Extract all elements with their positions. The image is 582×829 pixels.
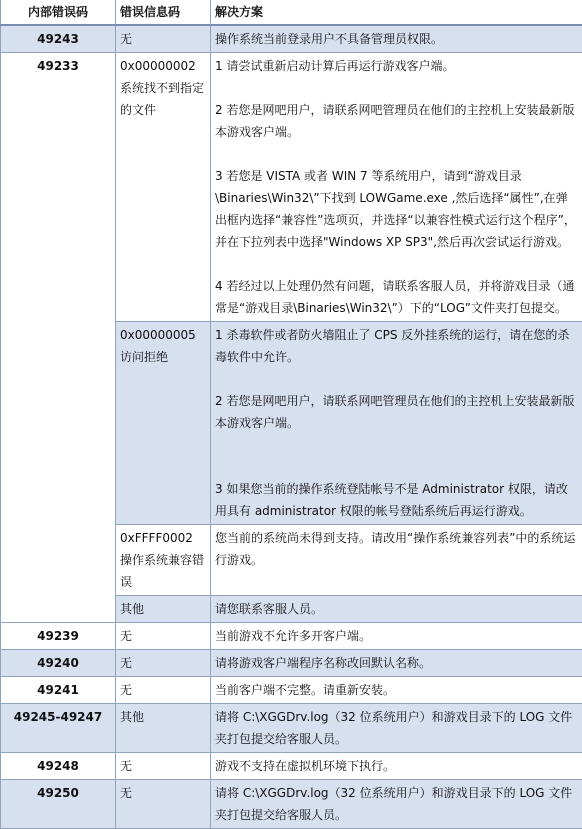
error-info: 无: [116, 25, 211, 53]
table-row: [1, 704, 582, 753]
solution: 请将 C:\XGGDrv.log（32 位系统用户）和游戏目录下的 LOG 文件夹打包提交给客服人员。: [211, 704, 582, 753]
error-info: 其他: [116, 704, 211, 753]
solution: [211, 53, 582, 322]
solution: 您当前的系统尚未得到支持。请改用“操作系统兼容列表”中的系统运行游戏。: [211, 525, 582, 596]
blank-line: [215, 434, 578, 456]
error-info: 其他: [116, 596, 211, 623]
solution-step: 4 若经过以上处理仍然有问题，请联系客服人员，并将游戏目录（通常是“游戏目录\Binaries\Win32\”）下的“LOG”文件夹打包提交。: [215, 275, 578, 319]
header-solution: 解决方案: [211, 0, 582, 25]
internal-code: 49245-49247: [1, 704, 116, 753]
header-error-info-code: 错误信息码: [116, 0, 211, 25]
solution: 请您联系客服人员。: [211, 596, 582, 623]
solution-step: 1 杀毒软件或者防火墙阻止了 CPS 反外挂系统的运行，请在您的杀毒软件中允许。: [215, 324, 578, 368]
solution: 操作系统当前登录用户不具备管理员权限。: [211, 25, 582, 53]
table-row: [1, 650, 582, 677]
internal-code: 49233: [1, 53, 116, 623]
header-row: [1, 0, 582, 25]
blank-line: [215, 253, 578, 275]
solution: [211, 322, 582, 525]
error-info: 无: [116, 780, 211, 829]
internal-code: 49248: [1, 753, 116, 780]
error-info: 无: [116, 753, 211, 780]
solution: 当前客户端不完整。请重新安装。: [211, 677, 582, 704]
table-row: [1, 623, 582, 650]
internal-code: 49240: [1, 650, 116, 677]
internal-code: 49241: [1, 677, 116, 704]
error-info: 0x00000002 系统找不到指定的文件: [116, 53, 211, 322]
solution-step: 3 若您是 VISTA 或者 WIN 7 等系统用户，请到“游戏目录\Binaries\Win32\”下找到 LOWGame.exe ,然后选择“属性”,在弹出框内选择“兼容性”选项页，并选择“以兼容性模式运行这个程序”，并在下拉列表中选择"Windows XP SP3",然后再次尝试运行游戏。: [215, 165, 578, 253]
table-row: [1, 25, 582, 53]
internal-code: 49250: [1, 780, 116, 829]
table-row: [1, 53, 582, 322]
error-info: 无: [116, 623, 211, 650]
blank-line: [215, 456, 578, 478]
error-info: 0x00000005 访问拒绝: [116, 322, 211, 525]
blank-line: [215, 143, 578, 165]
solution: 游戏不支持在虚拟机环境下执行。: [211, 753, 582, 780]
internal-code: 49243: [1, 25, 116, 53]
solution-step: 3 如果您当前的操作系统登陆帐号不是 Administrator 权限，请改用具有 administrator 权限的帐号登陆系统后再运行游戏。: [215, 478, 578, 522]
header-internal-code: 内部错误码: [1, 0, 116, 25]
solution-step: 1 请尝试重新启动计算后再运行游戏客户端。: [215, 55, 578, 77]
solution-step: 2 若您是网吧用户，请联系网吧管理员在他们的主控机上安装最新版本游戏客户端。: [215, 99, 578, 143]
solution: 请将游戏客户端程序名称改回默认名称。: [211, 650, 582, 677]
solution: 当前游戏不允许多开客户端。: [211, 623, 582, 650]
table-row: [1, 780, 582, 829]
solution-step: 2 若您是网吧用户，请联系网吧管理员在他们的主控机上安装最新版本游戏客户端。: [215, 390, 578, 434]
table-row: [1, 753, 582, 780]
blank-line: [215, 77, 578, 99]
error-info: 无: [116, 677, 211, 704]
error-info: 无: [116, 650, 211, 677]
table-row: [1, 677, 582, 704]
solution: 请将 C:\XGGDrv.log（32 位系统用户）和游戏目录下的 LOG 文件夹打包提交给客服人员。: [211, 780, 582, 829]
error-info: 0xFFFF0002 操作系统兼容错误: [116, 525, 211, 596]
internal-code: 49239: [1, 623, 116, 650]
blank-line: [215, 368, 578, 390]
